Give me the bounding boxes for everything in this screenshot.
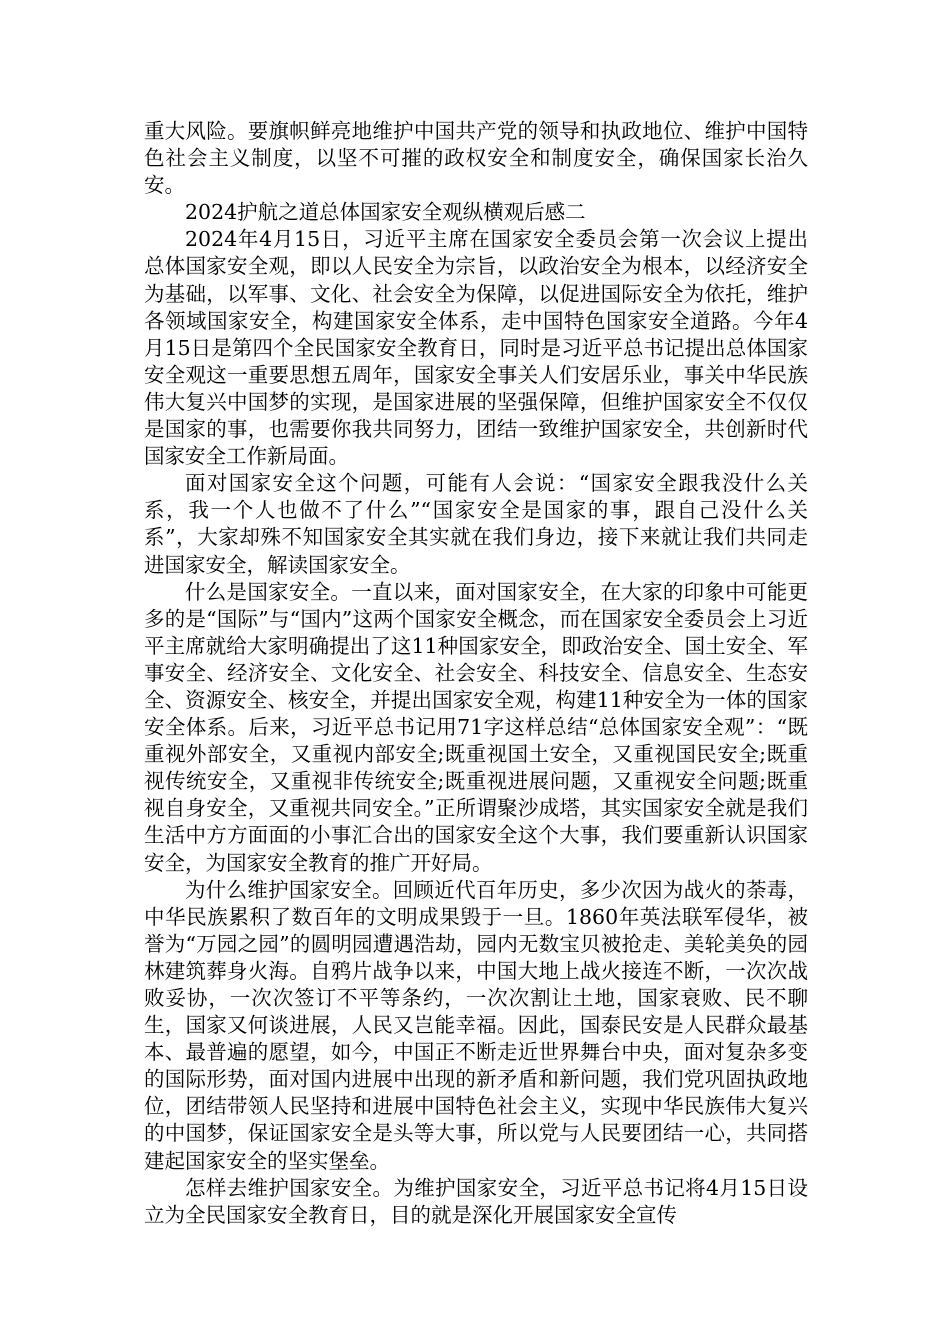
paragraph: 为什么维护国家安全。回顾近代百年历史，多少次因为战火的荼毒，中华民族累积了数百年的文明成果毁于一旦。1860年英法联军侵华，被誉为“万园之园”的圆明园遭遇浩劫，园内无数宝贝被抢走、美轮美奂的园林建筑葬身火海。自鸦片战争以来，中国大地上战火接连不断，一次次战败妥协，一次次签订不平等条约，一次次割让土地，国家衰败、民不聊生，国家又何谈进展，人民又岂能幸福。因此，国泰民安是人民群众最基本、最普遍的愿望，如今，中国正不断走近世界舞台中央，面对复杂多变的国际形势，面对国内进展中出现的新矛盾和新问题，我们党巩固执政地位，团结带领人民坚持和进展中国特色社会主义，实现中华民族伟大复兴的中国梦，保证国家安全是头等大事，所以党与人民要团结一心，共同搭建起国家安全的坚实堡垒。 bbox=[144, 877, 808, 1173]
paragraph: 面对国家安全这个问题，可能有人会说：“国家安全跟我没什么关系，我一个人也做不了什么”“国家安全是国家的事，跟自己没什么关系”，大家却殊不知国家安全其实就在我们身边，接下来就让我们共同走进国家安全，解读国家安全。 bbox=[144, 471, 808, 577]
paragraph: 什么是国家安全。一直以来，面对国家安全，在大家的印象中可能更多的是“国际”与“国内”这两个国家安全概念，而在国家安全委员会上习近平主席就给大家明确提出了这11种国家安全，即政治安全、国土安全、军事安全、经济安全、文化安全、社会安全、科技安全、信息安全、生态安全、资源安全、核安全，并提出国家安全观，构建11种安全为一体的国家安全体系。后来，习近平总书记用71字这样总结“总体国家安全观”：“既重视外部安全，又重视内部安全;既重视国土安全，又重视国民安全;既重视传统安全，又重视非传统安全;既重视进展问题，又重视安全问题;既重视自身安全，又重视共同安全。”正所谓聚沙成塔，其实国家安全就是我们生活中方方面面的小事汇合出的国家安全这个大事，我们要重新认识国家安全，为国家安全教育的推广开好局。 bbox=[144, 579, 808, 875]
section-heading: 2024护航之道总体国家安全观纵横观后感二 bbox=[185, 200, 586, 225]
body-text bbox=[144, 118, 808, 1229]
paragraph: 2024年4月15日，习近平主席在国家安全委员会第一次会议上提出总体国家安全观，即以人民安全为宗旨，以政治安全为根本，以经济安全为基础，以军事、文化、社会安全为保障，以促进国际安全为依托，维护各领域国家安全，构建国家安全体系，走中国特色国家安全道路。今年4月15日是第四个全民国家安全教育日，同时是习近平总书记提出总体国家安全观这一重要思想五周年，国家安全事关人们安居乐业，事关中华民族伟大复兴中国梦的实现，是国家进展的坚强保障，但维护国家安全不仅仅是国家的事，也需要你我共同努力，团结一致维护国家安全，共创新时代国家安全工作新局面。 bbox=[144, 227, 808, 469]
paragraph: 怎样去维护国家安全。为维护国家安全，习近平总书记将4月15日设立为全民国家安全教育日，目的就是深化开展国家安全宣传 bbox=[144, 1175, 808, 1227]
paragraph-continuation: 重大风险。要旗帜鲜亮地维护中国共产党的领导和执政地位、维护中国特色社会主义制度，以坚不可摧的政权安全和制度安全，确保国家长治久安。 bbox=[144, 119, 808, 198]
